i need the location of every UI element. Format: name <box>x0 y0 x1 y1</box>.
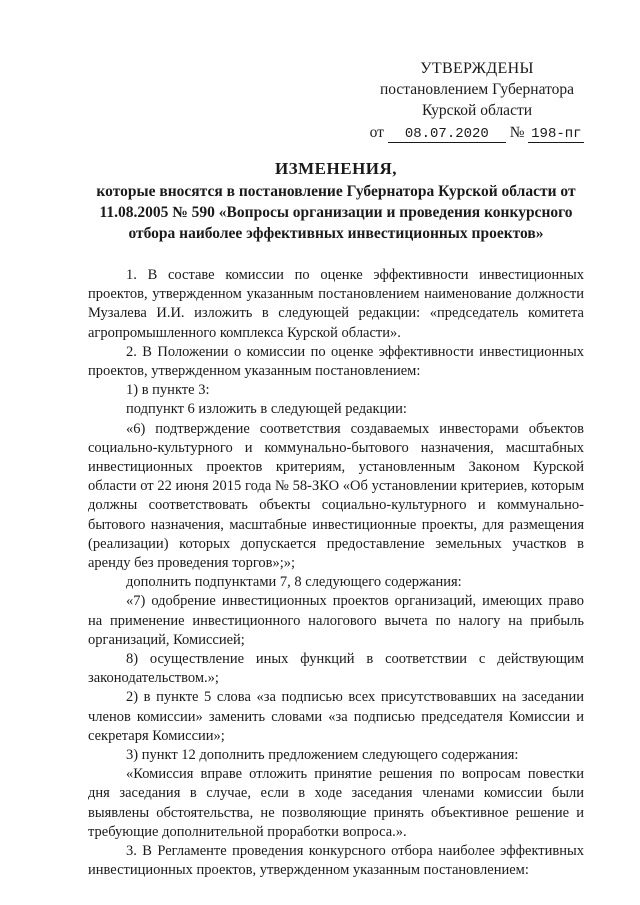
date-prefix: от <box>369 124 384 141</box>
paragraph: 3) пункт 12 дополнить предложением следующего содержания: <box>126 747 519 764</box>
number-prefix: № <box>509 124 525 141</box>
document-body <box>88 266 584 881</box>
paragraph: 8) осуществление иных функций в соответствии с действующим законодательством.»; <box>88 651 584 687</box>
heading-subtitle: которые вносятся в постановление Губернатора Курской области от 11.08.2005 № 590 «Вопросы организации и проведения конкурсного отбора наиболее эффективных инвестиционных проектов» <box>96 183 576 242</box>
approval-date-line <box>362 122 592 143</box>
paragraph: 2. В Положении о комиссии по оценке эффективности инвестиционных проектов, утвержденном указанным постановлением: <box>88 343 584 380</box>
paragraph: «6) подтверждение соответствия создаваемых инвесторами объектов социально-культурного и коммунально-бытового назначения, масштабных инвестиционных проектов критериям, установленным Законом Курской области от 22 июня 2015 года № 58-ЗКО «Об установлении критериев, которым должны соответствовать объекты социально-культурного и коммунально-бытового назначения, масштабные инвестиционные проекты, для размещения (реализации) которых допускается предоставление земельных участков в аренду без проведения торгов»;»; <box>88 420 584 572</box>
paragraph: подпункт 6 изложить в следующей редакции: <box>126 401 407 418</box>
approval-line-1: постановлением Губернатора <box>379 81 575 98</box>
approval-line-2: Курской области <box>421 102 533 119</box>
date-value: 08.07.2020 <box>388 126 506 143</box>
paragraph: 1. В составе комиссии по оценке эффективности инвестиционных проектов, утвержденном указанным постановлением наименование должности Музалева И.И. изложить в следующей редакции: «председатель комитета агропромышленного комплекса Курской области». <box>88 267 584 341</box>
number-value: 198-пг <box>528 126 584 143</box>
document-heading <box>88 158 584 244</box>
approval-block <box>362 58 592 143</box>
paragraph: дополнить подпунктами 7, 8 следующего содержания: <box>126 574 462 591</box>
heading-title: ИЗМЕНЕНИЯ, <box>274 159 398 178</box>
approval-stamp: УТВЕРЖДЕНЫ <box>420 60 534 77</box>
paragraph: 2) в пункте 5 слова «за подписью всех присутствовавших на заседании членов комиссии» заменить словами «за подписью председателя Комиссии и секретаря Комиссии»; <box>88 689 584 744</box>
paragraph: «Комиссия вправе отложить принятие решения по вопросам повестки дня заседания в случае, если в ходе заседания членами комиссии были выявлены обстоятельства, не позволяющие принять объективное решение и требующие дополнительной проработки вопроса.». <box>88 766 584 840</box>
paragraph: «7) одобрение инвестиционных проектов организаций, имеющих право на применение инвестиционного налогового вычета по налогу на прибыль организаций, Комиссией; <box>88 593 584 648</box>
paragraph: 3. В Регламенте проведения конкурсного отбора наиболее эффективных инвестиционных проектов, утвержденном указанным постановлением: <box>88 843 584 879</box>
paragraph: 1) в пункте 3: <box>126 382 210 399</box>
